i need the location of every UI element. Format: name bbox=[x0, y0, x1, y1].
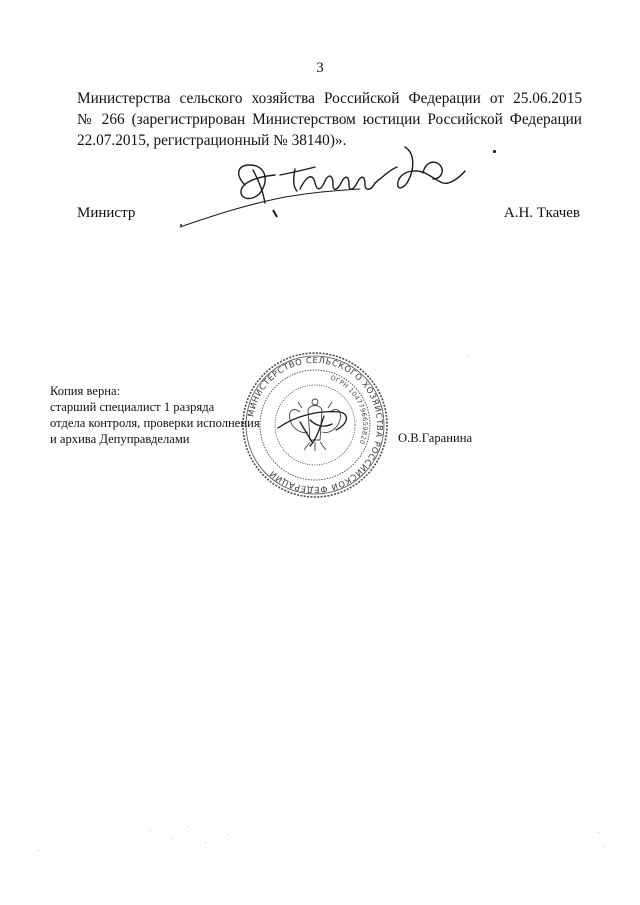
scan-noise bbox=[468, 355, 469, 356]
scan-noise bbox=[188, 826, 189, 827]
signature-role: Министр bbox=[77, 205, 136, 221]
scan-speck bbox=[493, 150, 496, 153]
copy-certification-block bbox=[50, 383, 280, 447]
scan-noise bbox=[38, 850, 39, 851]
paragraph-line-3: 22.07.2015, регистрационный № 38140)». bbox=[77, 132, 347, 149]
stamp-ogrn-text: ОГРН 1047796659820 bbox=[329, 373, 370, 446]
scan-noise bbox=[598, 832, 599, 833]
eagle-emblem-icon bbox=[289, 399, 340, 451]
paragraph-line-1: Министерства сельского хозяйства Российской Федерации от 25.06.2015 bbox=[77, 90, 582, 107]
stamp-outer-text: МИНИСТЕРСТВО СЕЛЬСКОГО ХОЗЯЙСТВА РОССИЙСКОЙ ФЕДЕРАЦИИ bbox=[245, 354, 386, 496]
page-number: 3 bbox=[316, 60, 324, 76]
body-paragraph bbox=[77, 88, 582, 151]
copy-line-2: старший специалист 1 разряда bbox=[50, 400, 215, 414]
copy-line-1: Копия верна: bbox=[50, 384, 121, 398]
copy-line-3: отдела контроля, проверки исполнения bbox=[50, 416, 260, 430]
scan-noise bbox=[172, 838, 173, 839]
scan-noise bbox=[356, 420, 357, 421]
copy-line-4: и архива Депуправделами bbox=[50, 432, 190, 446]
scan-speck bbox=[180, 224, 182, 226]
scan-noise bbox=[205, 842, 206, 843]
minister-signature-row bbox=[77, 205, 582, 225]
scan-noise bbox=[228, 834, 229, 835]
paragraph-line-2: № 266 (зарегистрирован Министерством юстиции Российской Федерации bbox=[77, 111, 582, 128]
copy-signer-name: О.В.Гаранина bbox=[398, 431, 473, 445]
scan-noise bbox=[604, 846, 605, 847]
signature-name: А.Н. Ткачев bbox=[503, 205, 580, 221]
scan-noise bbox=[150, 830, 151, 831]
